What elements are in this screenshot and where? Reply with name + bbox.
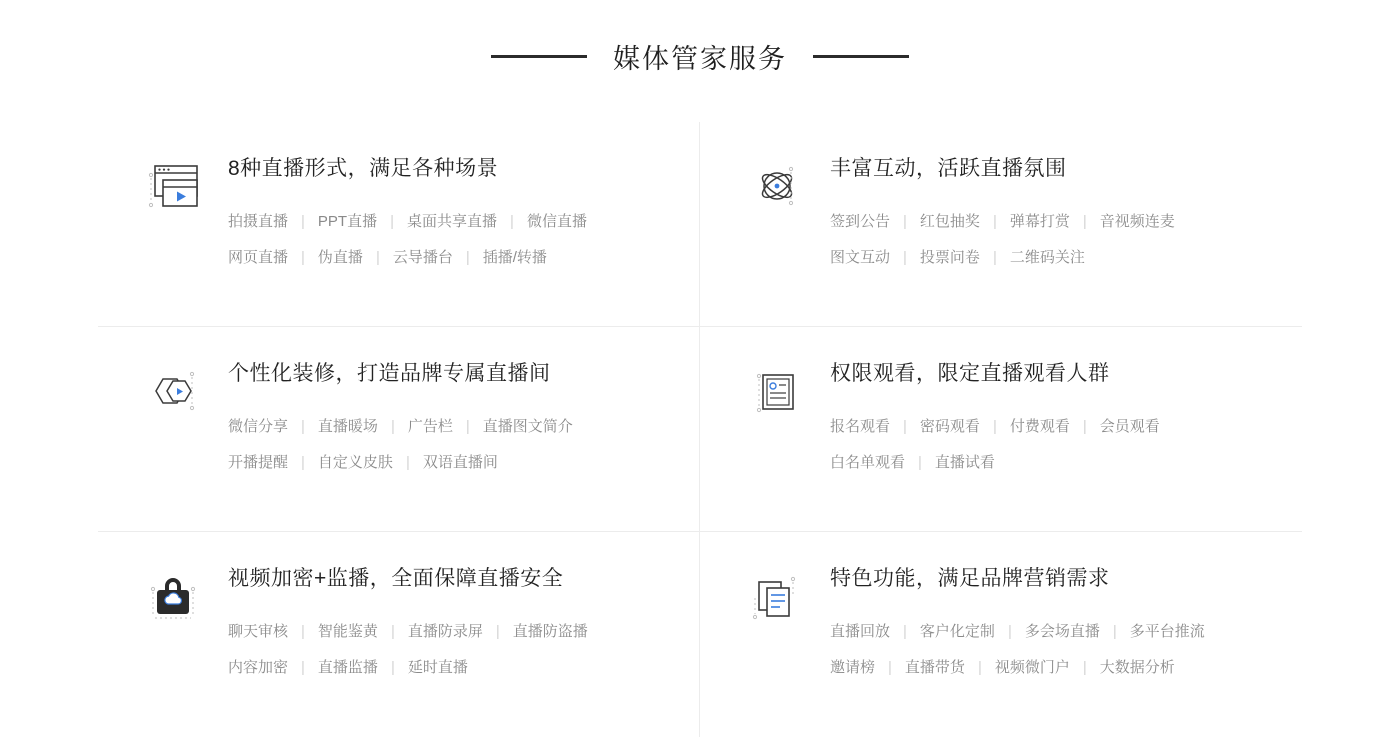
feature-tag[interactable]: 多会场直播 xyxy=(1024,623,1100,640)
tag-separator: | xyxy=(390,623,395,640)
atom-interaction-icon xyxy=(740,152,818,220)
feature-tag[interactable]: 直播暖场 xyxy=(317,418,378,435)
feature-card-title: 视频加密+监播，全面保障直播安全 xyxy=(228,567,564,590)
live-window-icon xyxy=(138,152,216,220)
feature-tag[interactable]: 密码观看 xyxy=(919,418,980,435)
tag-separator: | xyxy=(903,213,907,230)
feature-tag[interactable]: 报名观看 xyxy=(830,418,891,435)
feature-tag[interactable]: 直播回放 xyxy=(830,623,891,640)
feature-tag[interactable]: 拍摄直播 xyxy=(228,213,289,230)
feature-tag[interactable]: 云导播台 xyxy=(392,249,453,266)
tag-separator: | xyxy=(301,418,305,435)
feature-card xyxy=(98,532,700,737)
document-permission-icon xyxy=(740,357,818,425)
tag-separator: | xyxy=(465,249,470,266)
feature-tag-row xyxy=(830,204,1282,240)
feature-card xyxy=(700,327,1302,532)
hexagon-brand-icon xyxy=(138,357,216,425)
cloud-lock-icon xyxy=(138,562,216,630)
tag-separator: | xyxy=(903,418,907,435)
feature-tag[interactable]: 微信直播 xyxy=(526,213,587,230)
feature-tag[interactable]: 伪直播 xyxy=(317,249,363,266)
tag-separator: | xyxy=(465,418,470,435)
tag-separator: | xyxy=(301,249,305,266)
tag-separator: | xyxy=(390,213,395,230)
tag-separator: | xyxy=(301,454,305,471)
feature-tag-row xyxy=(830,614,1282,650)
feature-tag[interactable]: 双语直播间 xyxy=(422,454,498,471)
feature-card xyxy=(700,122,1302,327)
feature-card-body xyxy=(818,357,1282,481)
feature-tag-row xyxy=(228,614,679,650)
feature-tag[interactable]: 签到公告 xyxy=(830,213,891,230)
feature-tag[interactable]: 自定义皮肤 xyxy=(317,454,393,471)
page-title: 媒体管家服务 xyxy=(613,43,787,74)
feature-card-body xyxy=(818,152,1282,276)
tag-separator: | xyxy=(992,249,997,266)
feature-card xyxy=(98,327,700,532)
feature-tag[interactable]: 多平台推流 xyxy=(1129,623,1205,640)
tag-separator: | xyxy=(977,659,982,676)
feature-tag[interactable]: 延时直播 xyxy=(407,659,468,676)
feature-tag[interactable]: 直播防录屏 xyxy=(407,623,483,640)
feature-tag[interactable]: 客户化定制 xyxy=(919,623,995,640)
feature-tag-row xyxy=(228,409,679,445)
title-rule-left xyxy=(491,55,587,58)
feature-tag-row xyxy=(830,650,1282,686)
feature-card-body xyxy=(216,562,679,686)
feature-card-title: 个性化装修，打造品牌专属直播间 xyxy=(228,362,551,385)
feature-tag-row xyxy=(228,240,679,276)
feature-tag[interactable]: 桌面共享直播 xyxy=(407,213,498,230)
feature-card-title: 特色功能，满足品牌营销需求 xyxy=(830,567,1110,590)
feature-card-title: 丰富互动，活跃直播氛围 xyxy=(830,157,1067,180)
feature-tag[interactable]: 二维码关注 xyxy=(1009,249,1085,266)
feature-card-body xyxy=(216,357,679,481)
feature-tag[interactable]: 邀请榜 xyxy=(830,659,876,676)
feature-tag-row xyxy=(228,445,679,481)
tag-separator: | xyxy=(1082,418,1087,435)
feature-tag[interactable]: PPT直播 xyxy=(317,213,378,230)
feature-tag-row xyxy=(228,650,679,686)
tag-separator: | xyxy=(375,249,380,266)
feature-tag-row xyxy=(830,445,1282,481)
feature-tag[interactable]: 聊天审核 xyxy=(228,623,289,640)
tag-separator: | xyxy=(888,659,892,676)
feature-tag[interactable]: 直播带货 xyxy=(904,659,965,676)
feature-card xyxy=(98,122,700,327)
page-header xyxy=(0,0,1400,78)
feature-tag[interactable]: 弹幕打赏 xyxy=(1009,213,1070,230)
feature-tag[interactable]: 插播/转播 xyxy=(482,249,547,266)
tag-separator: | xyxy=(1112,623,1117,640)
tag-separator: | xyxy=(1082,213,1087,230)
tag-separator: | xyxy=(903,623,907,640)
feature-tag[interactable]: 红包抽奖 xyxy=(919,213,980,230)
tag-separator: | xyxy=(992,418,997,435)
tag-separator: | xyxy=(1082,659,1087,676)
tag-separator: | xyxy=(390,418,395,435)
feature-tag[interactable]: 智能鉴黄 xyxy=(317,623,378,640)
feature-tag[interactable]: 视频微门户 xyxy=(994,659,1070,676)
feature-grid xyxy=(98,122,1302,737)
tag-separator: | xyxy=(1007,623,1012,640)
feature-tag[interactable]: 开播提醒 xyxy=(228,454,289,471)
tag-separator: | xyxy=(390,659,395,676)
feature-tag[interactable]: 直播监播 xyxy=(317,659,378,676)
tag-separator: | xyxy=(301,659,305,676)
feature-tag[interactable]: 广告栏 xyxy=(407,418,453,435)
feature-card-title: 8种直播形式，满足各种场景 xyxy=(228,157,499,180)
tag-separator: | xyxy=(301,623,305,640)
tag-separator: | xyxy=(495,623,500,640)
tag-separator: | xyxy=(301,213,305,230)
title-rule-right xyxy=(813,55,909,58)
tag-separator: | xyxy=(992,213,997,230)
feature-tag[interactable]: 投票问卷 xyxy=(919,249,980,266)
feature-tag[interactable]: 内容加密 xyxy=(228,659,289,676)
feature-card-title: 权限观看，限定直播观看人群 xyxy=(830,362,1110,385)
tag-separator: | xyxy=(405,454,410,471)
copy-pages-icon xyxy=(740,562,818,630)
feature-tag[interactable]: 微信分享 xyxy=(228,418,289,435)
feature-tag[interactable]: 音视频连麦 xyxy=(1099,213,1175,230)
feature-tag-row xyxy=(830,409,1282,445)
feature-tag-row xyxy=(830,240,1282,276)
feature-tag[interactable]: 直播图文简介 xyxy=(482,418,573,435)
feature-tag[interactable]: 网页直播 xyxy=(228,249,289,266)
feature-tag[interactable]: 大数据分析 xyxy=(1099,659,1175,676)
tag-separator: | xyxy=(918,454,922,471)
feature-tag[interactable]: 会员观看 xyxy=(1099,418,1160,435)
feature-tag-row xyxy=(228,204,679,240)
feature-tag[interactable]: 图文互动 xyxy=(830,249,891,266)
feature-card-body xyxy=(216,152,679,276)
tag-separator: | xyxy=(510,213,514,230)
feature-card xyxy=(700,532,1302,737)
feature-tag[interactable]: 直播试看 xyxy=(934,454,995,471)
feature-tag[interactable]: 白名单观看 xyxy=(830,454,906,471)
tag-separator: | xyxy=(903,249,907,266)
feature-tag[interactable]: 直播防盗播 xyxy=(512,623,588,640)
feature-tag[interactable]: 付费观看 xyxy=(1009,418,1070,435)
feature-card-body xyxy=(818,562,1282,686)
